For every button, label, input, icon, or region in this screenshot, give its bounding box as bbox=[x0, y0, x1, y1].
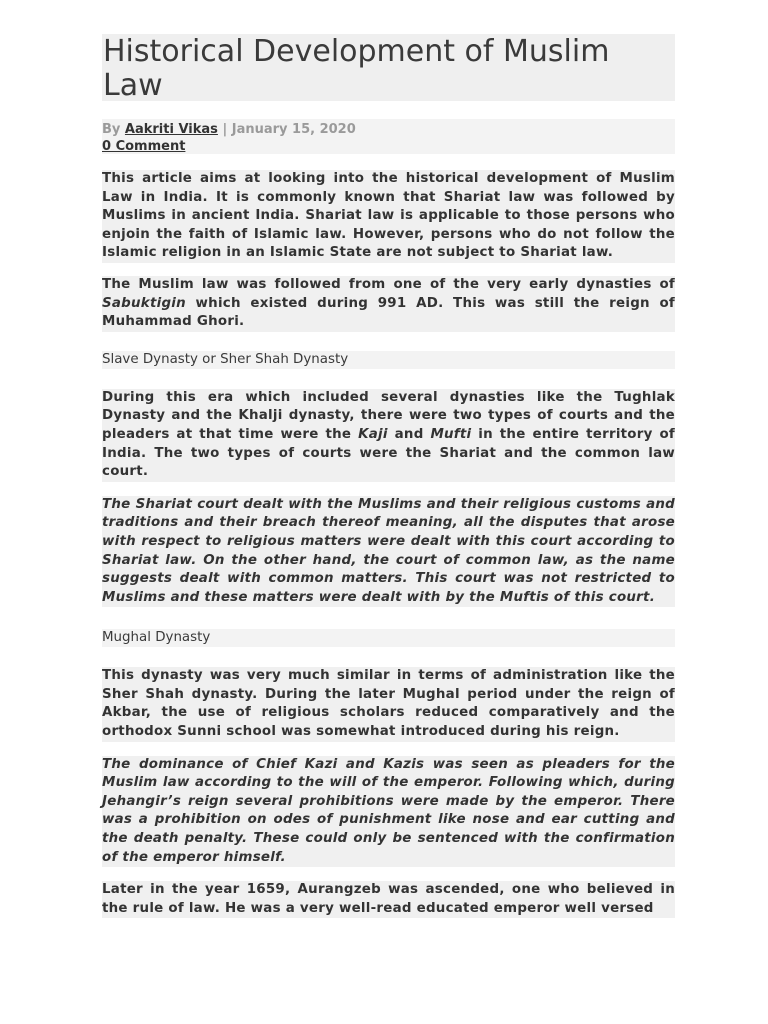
paragraph-text: During this era which included several dynasties like the Tughlak Dynasty and the Khalji dynasty, there were two types of courts and the pleaders at that time were the bbox=[102, 389, 675, 442]
paragraph-intro: This article aims at looking into the historical development of Muslim Law in India. It is commonly known that Shariat law was followed by Muslims in ancient India. Shariat law is applicable to those persons who enjoin the faith of Islamic law. However, persons who do not follow the Islamic religion in an Islamic State are not subject to Shariat law. bbox=[102, 170, 675, 263]
quote-shariat-court: The Shariat court dealt with the Muslims and their religious customs and traditions and their breach thereof meaning, all the disputes that arose with respect to religious matters were dealt with this court according to Shariat law. On the other hand, the court of common law, as the name suggests dealt with common matters. This court was not restricted to Muslims and these matters were dealt with by the Muftis of this court. bbox=[102, 496, 675, 608]
emphasis-text: Sabuktigin bbox=[102, 295, 186, 311]
emphasis-text: Kaji bbox=[358, 426, 388, 442]
meta-date: January 15, 2020 bbox=[231, 122, 356, 137]
paragraph-text: The Muslim law was followed from one of the very early dynasties of bbox=[102, 276, 675, 292]
article-meta bbox=[102, 119, 675, 154]
comments-link[interactable]: 0 Comment bbox=[102, 139, 186, 154]
author-link[interactable]: Aakriti Vikas bbox=[124, 122, 218, 137]
article-title: Historical Development of Muslim Law bbox=[102, 34, 675, 101]
meta-by: By bbox=[102, 122, 125, 137]
paragraph-sabuktigin bbox=[102, 276, 675, 332]
paragraph-aurangzeb: Later in the year 1659, Aurangzeb was ascended, one who believed in the rule of law. He was a very well-read educated emperor well versed bbox=[102, 881, 675, 918]
emphasis-text: Mufti bbox=[430, 426, 472, 442]
meta-separator: | bbox=[217, 122, 232, 137]
paragraph-text: which existed during 991 AD. This was still the reign of Muhammad Ghori. bbox=[102, 295, 675, 330]
section-heading-slave-dynasty: Slave Dynasty or Sher Shah Dynasty bbox=[102, 351, 675, 369]
paragraph-text: and bbox=[387, 426, 431, 442]
paragraph-mughal: This dynasty was very much similar in terms of administration like the Sher Shah dynasty. During the later Mughal period under the reign of Akbar, the use of religious scholars reduced comparatively and the orthodox Sunni school was somewhat introduced during his reign. bbox=[102, 667, 675, 741]
section-heading-mughal-dynasty: Mughal Dynasty bbox=[102, 629, 675, 647]
paragraph-courts bbox=[102, 389, 675, 482]
quote-chief-kazi: The dominance of Chief Kazi and Kazis was seen as pleaders for the Muslim law according to the will of the emperor. Following which, during Jehangir’s reign several prohibitions were made by the emperor. There was a prohibition on odes of punishment like nose and ear cutting and the death penalty. These could only be sentenced with the confirmation of the emperor himself. bbox=[102, 756, 675, 868]
article bbox=[102, 34, 675, 918]
paragraph-text: in the entire territory of India. The two types of courts were the Shariat and the common law court. bbox=[102, 426, 676, 480]
